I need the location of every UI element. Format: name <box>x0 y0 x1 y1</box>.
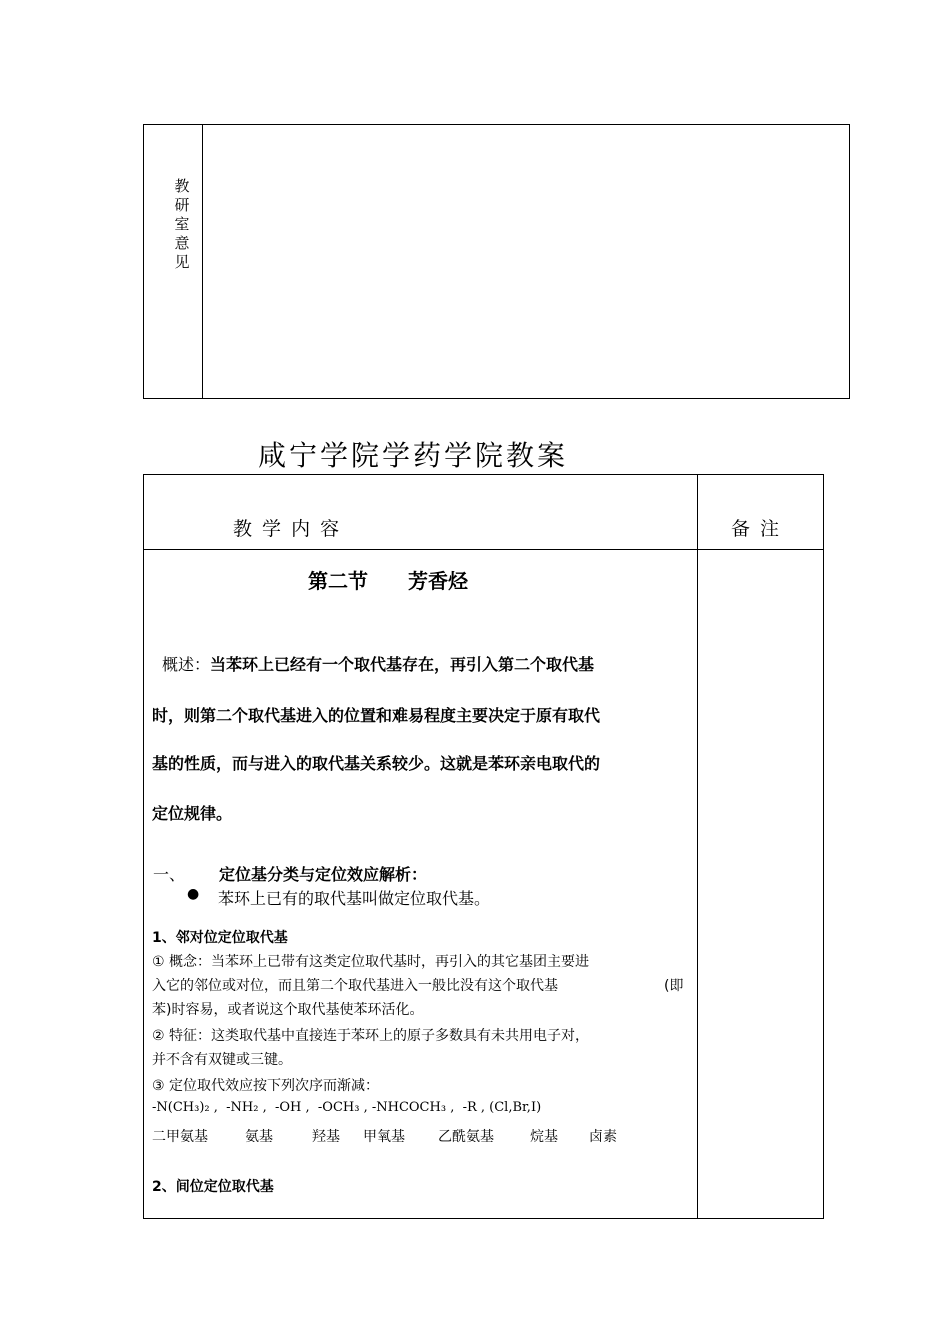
group-name: 氨基 <box>245 1129 273 1145</box>
subsection-title: 2、间位定位取代基 <box>152 1179 274 1195</box>
concept-line: ① 概念：当苯环上已带有这类定位取代基时，再引入的其它基团主要进 <box>152 954 589 970</box>
notes-column-header: 备 注 <box>731 518 782 540</box>
concept-line: 入它的邻位或对位，而且第二个取代基进入一般比没有这个取代基 <box>152 978 558 994</box>
content-column-header: 教 学 内 容 <box>233 518 342 540</box>
overview-prefix: 概述： <box>162 655 211 674</box>
overview-text: 当苯环上已经有一个取代基存在，再引入第二个取代基 <box>210 655 595 674</box>
opinion-label-char: 室 <box>174 215 190 233</box>
group-name: 卤素 <box>589 1129 617 1145</box>
feature-line: 并不含有双键或三键。 <box>152 1052 292 1068</box>
bullet-text: 苯环上已有的取代基叫做定位取代基。 <box>218 889 491 908</box>
subsection-title: 1、邻对位定位取代基 <box>152 930 288 946</box>
group-name: 烷基 <box>530 1129 558 1145</box>
order-line: ③ 定位取代效应按下列次序而渐减： <box>152 1078 380 1094</box>
opinion-label-char: 研 <box>174 196 190 214</box>
group-name: 羟基 <box>312 1129 340 1145</box>
page-title: 咸宁学院学药学院教案 <box>258 439 569 472</box>
concept-line-tail: (即 <box>664 978 684 994</box>
overview-line: 基的性质，而与进入的取代基关系较少。这就是苯环亲电取代的 <box>152 754 601 773</box>
bullet-dot: ● <box>187 886 200 902</box>
feature-line: ② 特征：这类取代基中直接连于苯环上的原子多数具有未共用电子对， <box>152 1028 589 1044</box>
overview-line: 定位规律。 <box>152 804 233 823</box>
overview-line: 时，则第二个取代基进入的位置和难易程度主要决定于原有取代 <box>152 706 601 725</box>
opinion-label <box>168 177 196 272</box>
opinion-label-char: 教 <box>174 177 190 195</box>
concept-line: 苯)时容易，或者说这个取代基使苯环活化。 <box>152 1002 424 1018</box>
group-name: 乙酰氨基 <box>438 1129 494 1145</box>
opinion-label-char: 见 <box>174 253 190 271</box>
heading-number: 一、 <box>153 865 186 884</box>
section-title: 第二节 芳香烃 <box>308 569 468 593</box>
group-name: 甲氧基 <box>363 1129 405 1145</box>
heading-title: 定位基分类与定位效应解析： <box>219 865 428 884</box>
group-name: 二甲氨基 <box>152 1129 208 1145</box>
overview-line <box>162 652 594 675</box>
opinion-label-char: 意 <box>174 234 190 252</box>
groups-formula: -N(CH₃)₂ , -NH₂ , -OH , -OCH₃ , -NHCOCH₃ , -R , (Cl,Br,I) <box>152 1100 542 1115</box>
